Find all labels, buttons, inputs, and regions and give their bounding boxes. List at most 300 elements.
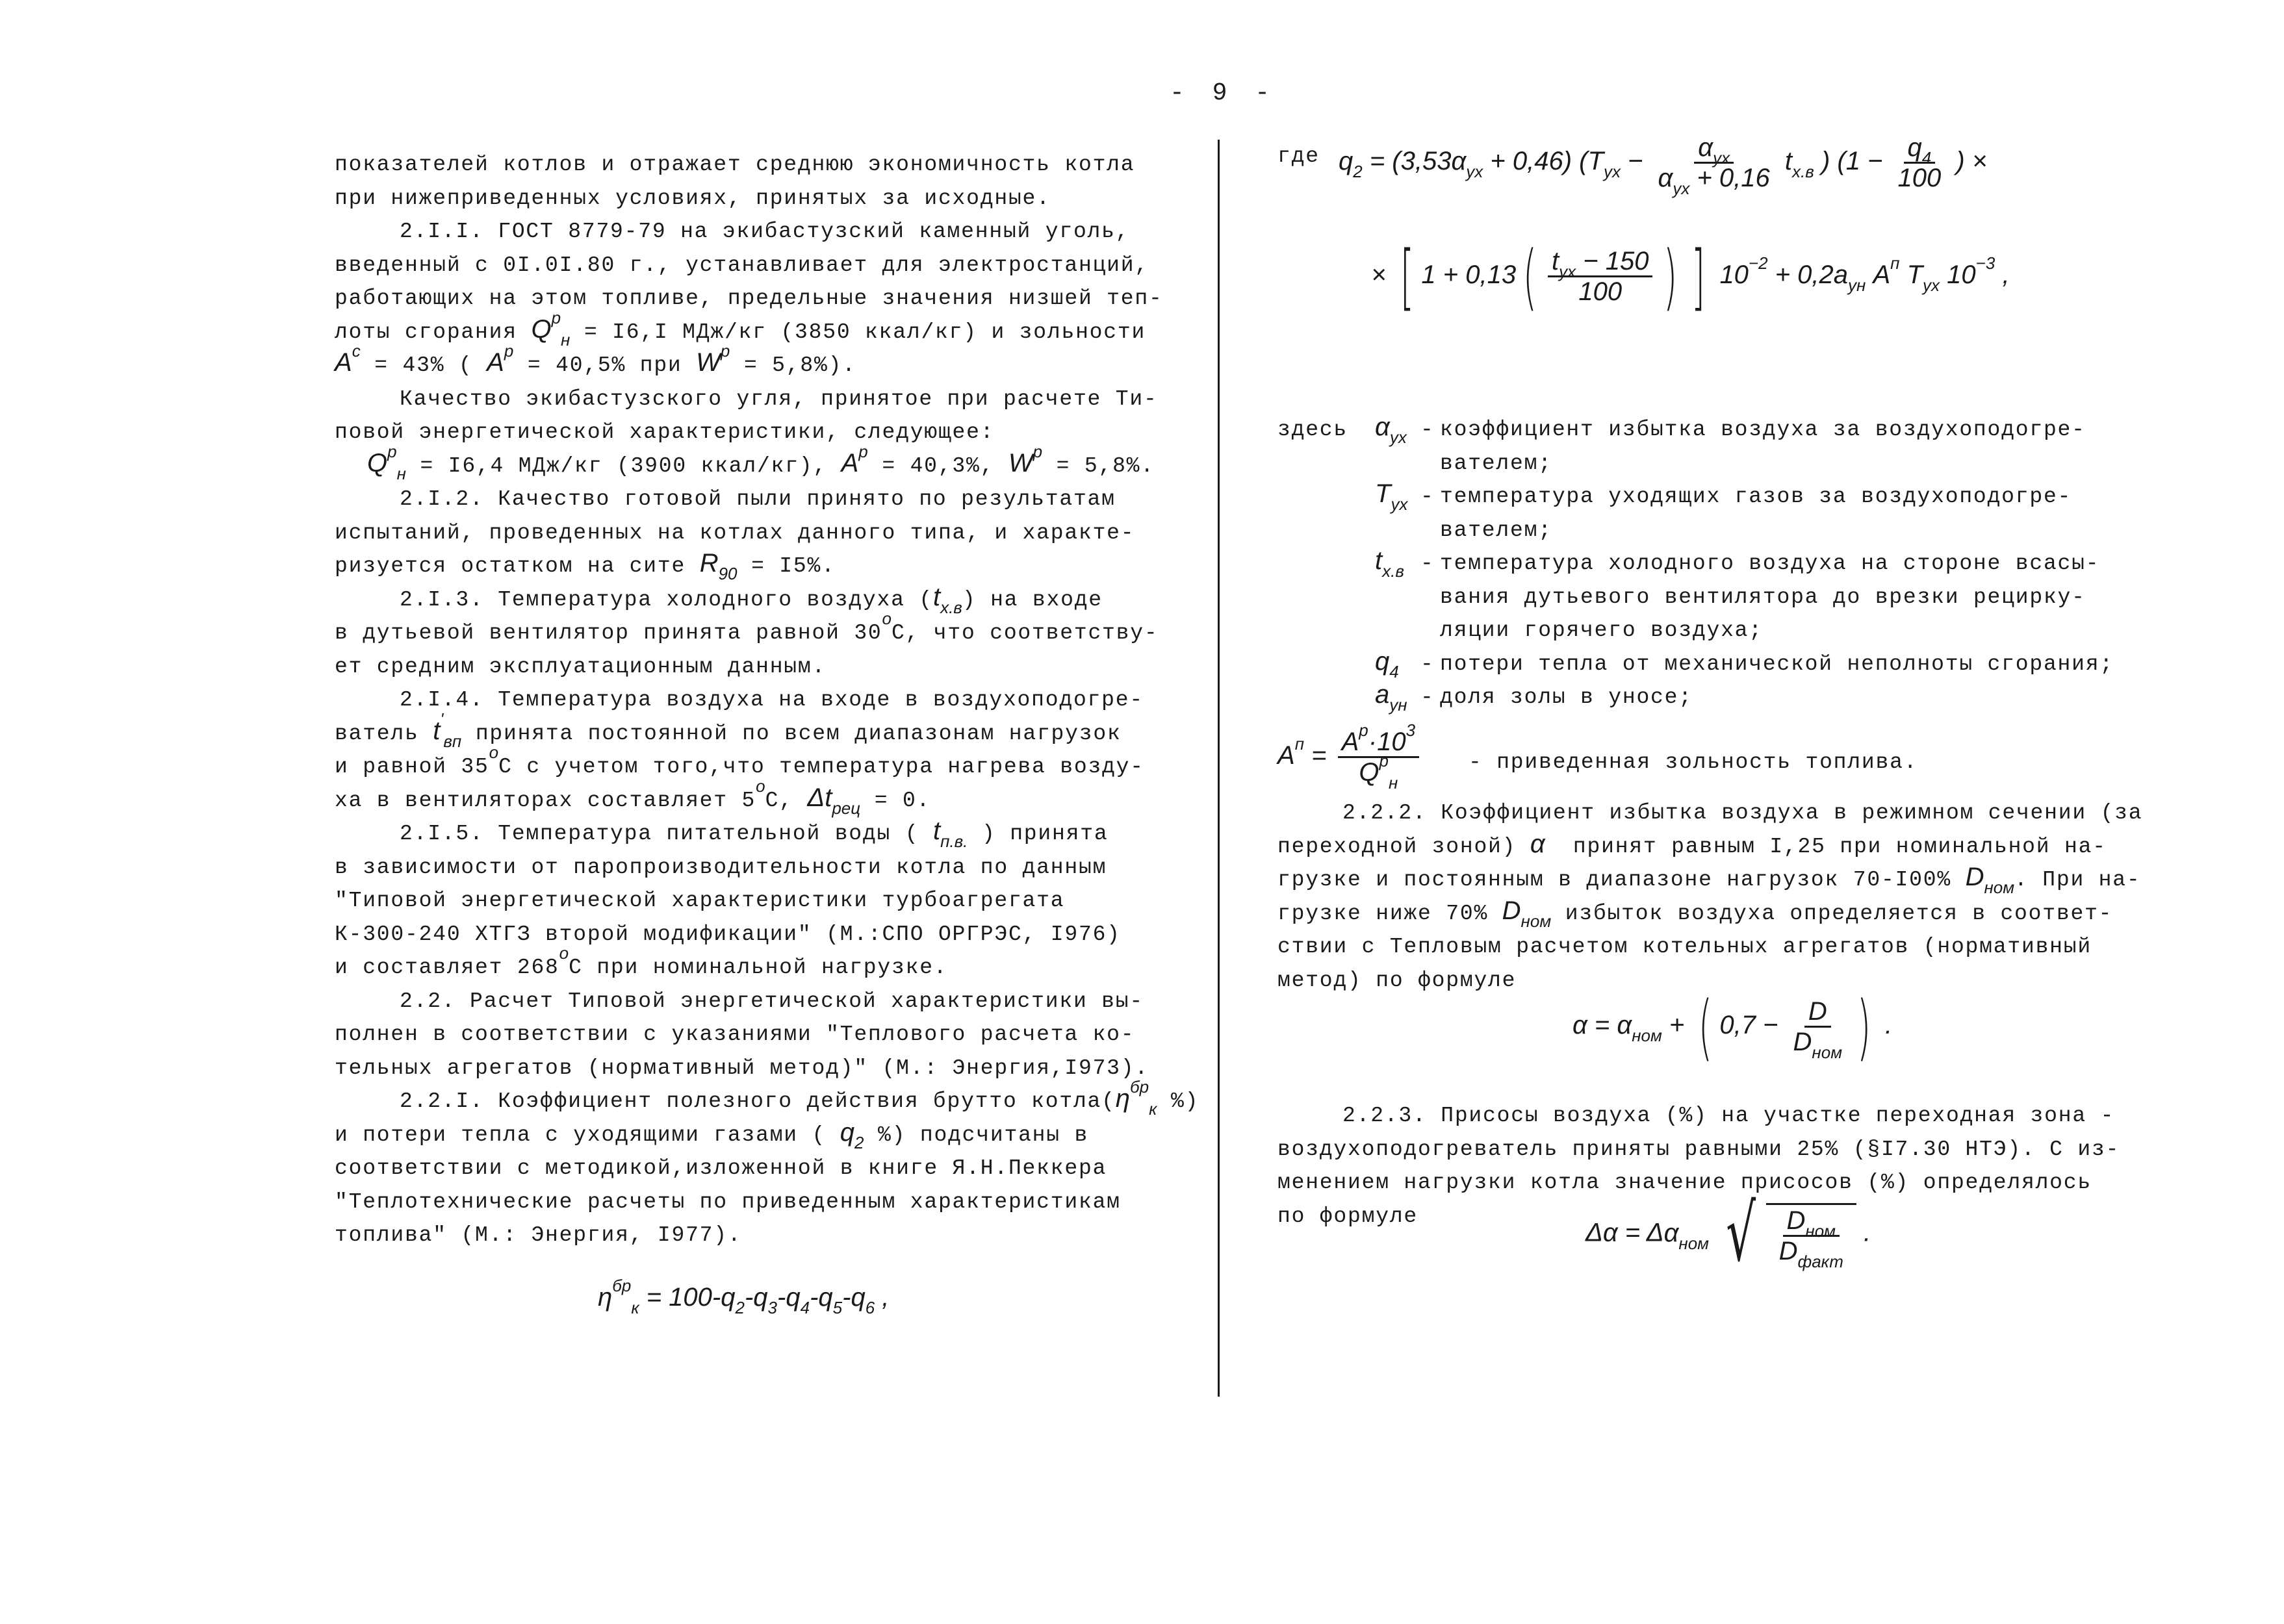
subscript: ух <box>1389 427 1407 447</box>
symbol-base: D <box>1778 1237 1798 1265</box>
fraction <box>1654 133 1774 198</box>
subscript: 2 <box>854 1132 864 1152</box>
symbol-base: T <box>1587 147 1604 176</box>
fraction <box>1548 247 1652 306</box>
definition-dash <box>1420 614 1440 648</box>
symbol-base: α <box>1698 133 1713 162</box>
math-symbol <box>851 1283 875 1317</box>
here-label <box>1277 514 1375 548</box>
text-run: К-300-240 ХТГЗ второй модификации" (М.:СПО ОРГРЭС, I976) <box>335 922 1121 946</box>
symbol-base: W <box>696 348 721 377</box>
subscript: 3 <box>767 1298 778 1317</box>
math-symbol <box>1359 751 1398 793</box>
subscript: ух <box>1391 494 1408 514</box>
denominator <box>1775 1237 1847 1271</box>
symbol-base: q <box>818 1283 833 1312</box>
text-run: = (3,53 <box>1362 147 1452 176</box>
numerator <box>1904 133 1936 168</box>
text-run: - <box>777 1283 786 1312</box>
text-run <box>1778 147 1785 175</box>
text-line <box>1277 964 2148 998</box>
symbol-base: A <box>1873 260 1891 290</box>
bracket: ) <box>1856 985 1871 1069</box>
definition-symbol <box>1375 681 1420 715</box>
superscript: р <box>504 341 514 361</box>
symbol-base: α <box>1451 147 1467 176</box>
math-symbol <box>699 549 738 583</box>
subscript: ух <box>1673 179 1690 198</box>
text-run: "Теплотехнические расчеты по приведенным характеристикам <box>335 1189 1121 1214</box>
math-symbol <box>1906 260 1940 296</box>
math-symbol <box>882 609 892 643</box>
math-symbol <box>489 742 499 777</box>
math-symbol <box>1719 253 1768 290</box>
math-symbol <box>1698 133 1730 168</box>
definition-dash: - <box>1420 685 1435 709</box>
text-run: 0,7 − <box>1719 1011 1786 1040</box>
text-line <box>335 1186 1199 1219</box>
text-run: = 40,5% при <box>513 353 697 377</box>
superscript: р <box>387 441 397 461</box>
symbol-base: T <box>1906 260 1923 290</box>
math-symbol <box>1375 546 1404 581</box>
text-run: 2.I.3. Температура холодного воздуха ( <box>400 587 933 612</box>
text-run: топлива" (М.: Энергия, I977). <box>335 1223 742 1247</box>
text-line <box>1277 930 2148 964</box>
text-run: ха в вентиляторах составляет 5 <box>335 788 756 813</box>
text-run: − <box>1620 147 1650 176</box>
math-symbol <box>756 776 765 811</box>
subscript: факт <box>1797 1252 1843 1271</box>
definition-symbol <box>1375 648 1420 681</box>
text-line <box>335 817 1199 851</box>
text-line <box>335 1018 1199 1052</box>
denominator <box>1574 277 1626 306</box>
superscript: р <box>720 341 730 361</box>
text-line <box>1277 1099 2148 1133</box>
text-run: = 0. <box>860 788 931 813</box>
text-run: ватель <box>335 721 433 746</box>
text-line <box>335 383 1199 416</box>
symbol-base: A <box>841 448 859 477</box>
math-symbol <box>1572 1012 1587 1038</box>
subscript: ном <box>1678 1233 1709 1253</box>
symbol-base: α <box>1530 829 1545 858</box>
definition-symbol <box>1375 480 1420 514</box>
text-run: переходной зоной) <box>1277 834 1530 859</box>
denominator <box>1790 1028 1846 1062</box>
definition-text: ляции горячего воздуха; <box>1440 618 1763 642</box>
bracket: [ <box>1400 235 1415 318</box>
denominator <box>1654 164 1774 198</box>
symbol-base: α <box>1663 1218 1679 1247</box>
definition-text: коэффициент избытка воздуха за воздухоподогре- <box>1440 418 2086 442</box>
text-line <box>335 1219 1199 1252</box>
text-line <box>1277 897 2148 931</box>
subscript: ух <box>1713 148 1730 168</box>
here-label <box>1277 547 1375 581</box>
text-run: С, что соответству- <box>892 621 1159 645</box>
text-line <box>335 943 1199 985</box>
text-run: соответствии с методикой,изложенной в книге Я.Н.Пеккера <box>335 1156 1107 1180</box>
where-label: где <box>1277 144 1320 168</box>
superscript: р <box>1379 751 1389 770</box>
definition-dash <box>1420 581 1440 615</box>
symbol-base: 10 <box>1377 728 1406 756</box>
text-run: = I6,I МДж/кг (3850 ккал/кг) и зольности <box>570 320 1146 344</box>
text-run: работающих на этом топливе, предельные значения низшей теп- <box>335 286 1163 311</box>
text-run: и потери тепла с уходящими газами ( <box>335 1123 840 1147</box>
text-run: - <box>842 1283 851 1312</box>
text-run: , <box>875 1283 890 1312</box>
text-line <box>335 683 1199 717</box>
text-run: + <box>1662 1011 1692 1040</box>
radical-sign-icon: √ <box>1726 1189 1756 1279</box>
bracket: ( <box>1699 985 1713 1069</box>
formula-efficiency <box>598 1276 890 1317</box>
text-run: D <box>1808 997 1827 1026</box>
superscript: р <box>1033 441 1043 461</box>
radicand <box>1766 1203 1856 1271</box>
math-symbol <box>1587 147 1621 182</box>
text-line <box>335 215 1199 249</box>
definitions-list <box>1277 413 2155 715</box>
text-line <box>335 550 1199 583</box>
text-line <box>335 884 1199 918</box>
math-symbol <box>1375 479 1408 514</box>
text-line <box>335 182 1199 216</box>
math-symbol <box>367 441 406 483</box>
subscript: 5 <box>832 1298 843 1317</box>
text-line <box>335 709 1199 751</box>
text-line <box>335 483 1199 516</box>
symbol-base: α <box>1658 164 1673 192</box>
symbol-base: D <box>1786 1206 1806 1235</box>
math-symbol <box>932 817 968 851</box>
subscript: ном <box>1812 1043 1843 1062</box>
page-number: - 9 - <box>1170 79 1277 107</box>
subscript: п.в. <box>940 831 968 851</box>
definition-symbol <box>1375 614 1420 648</box>
definition-text: вания дутьевого вентилятора до врезки рецирку- <box>1440 585 2086 609</box>
symbol-base: t <box>1375 546 1383 575</box>
subscript: 90 <box>718 564 738 583</box>
bracket: ( <box>1522 235 1537 318</box>
math-symbol <box>1375 646 1399 681</box>
text-line <box>335 148 1199 182</box>
denominator <box>1355 751 1402 793</box>
text-run: ет средним эксплуатационным данным. <box>335 654 827 679</box>
definition-dash <box>1420 514 1440 548</box>
definition-dash: - <box>1420 418 1435 442</box>
superscript: бр <box>612 1276 632 1295</box>
superscript: −3 <box>1975 253 1995 273</box>
text-run: 2.I.5. Температура питательной воды ( <box>400 822 933 846</box>
subscript: х.в <box>1382 561 1404 581</box>
text-run: метод) по формуле <box>1277 968 1517 993</box>
symbol-base: q <box>1375 646 1390 676</box>
superscript: о <box>882 609 892 628</box>
text-line <box>335 650 1199 684</box>
symbol-base: q <box>753 1283 768 1312</box>
subscript: 4 <box>1921 148 1932 168</box>
text-run: при нижеприведенных условиях, принятых за исходные. <box>335 186 1051 210</box>
text-run: ) (1 − <box>1814 147 1890 176</box>
subscript: ном <box>1632 1026 1662 1046</box>
here-label <box>1277 480 1375 514</box>
superscript: р <box>858 441 868 461</box>
symbol-base: W <box>1008 448 1033 477</box>
text-line <box>335 609 1199 650</box>
math-symbol <box>433 709 462 751</box>
definition-symbol <box>1375 413 1420 447</box>
symbol-base: α <box>1617 1011 1632 1040</box>
text-run: %) подсчитаны в <box>864 1123 1089 1147</box>
text-run: ризуется остатком на сите <box>335 554 700 578</box>
text-run: принята постоянной по всем диапазонам нагрузок <box>461 721 1122 746</box>
superscript: ' <box>440 709 444 729</box>
subscript: ном <box>1521 911 1552 931</box>
fraction <box>1775 1206 1847 1271</box>
formula-excess-air <box>1572 985 1893 1069</box>
text-run: и составляет 268 <box>335 956 559 980</box>
math-symbol <box>721 1283 745 1317</box>
subscript: ун <box>1848 275 1866 296</box>
text-line <box>1277 1166 2148 1200</box>
math-symbol <box>1375 680 1407 715</box>
formula-q2-line1 <box>1339 133 1988 198</box>
subscript: ух <box>1603 162 1621 182</box>
math-symbol <box>1965 863 2015 897</box>
text-run: = 40,3%, <box>867 453 1008 478</box>
text-line <box>335 1119 1199 1152</box>
symbol-base: α <box>1572 1011 1587 1040</box>
subscript: н <box>396 463 406 483</box>
text-run: 2.2.3. Присосы воздуха (%) на участке переходная зона - <box>1342 1104 2115 1128</box>
text-run: ) принята <box>968 822 1109 846</box>
symbol-base: q <box>1907 133 1922 162</box>
formula-air-leakage <box>1585 1189 1871 1279</box>
math-symbol <box>531 307 571 349</box>
math-symbol <box>559 943 569 978</box>
subscript: н <box>1388 773 1398 793</box>
text-run: · <box>1368 728 1378 756</box>
definition-symbol <box>1375 447 1420 481</box>
fraction <box>1338 720 1419 793</box>
superscript: о <box>559 943 569 963</box>
math-symbol <box>1451 147 1483 182</box>
subscript: 4 <box>800 1298 810 1317</box>
text-run: . При на- <box>2014 868 2141 892</box>
text-line <box>335 282 1199 316</box>
text-run: 100 <box>1578 277 1623 306</box>
text-line <box>335 985 1199 1019</box>
symbol-base: A <box>487 348 504 377</box>
text-run: грузке и постоянным в диапазоне нагрузок 70-I00% <box>1277 868 1966 892</box>
text-run: 2.2. Расчет Типовой энергетической характеристики вы- <box>400 989 1144 1013</box>
math-symbol <box>1663 1218 1709 1253</box>
symbol-base: D <box>1965 863 1984 891</box>
math-symbol <box>841 441 868 477</box>
numerator <box>1804 997 1831 1028</box>
math-symbol <box>598 1276 639 1317</box>
here-label <box>1277 681 1375 715</box>
text-run: . <box>1877 1011 1893 1040</box>
subscript: к <box>1149 1099 1157 1119</box>
text-line <box>1277 1133 2148 1167</box>
text-line <box>335 1152 1199 1186</box>
subscript: вп <box>443 731 462 751</box>
symbol-base: t <box>1552 247 1559 275</box>
symbol-base: Q <box>1359 758 1379 787</box>
text-run: . <box>1856 1218 1871 1247</box>
math-symbol <box>932 582 962 617</box>
definition-text: вателем; <box>1440 518 1552 542</box>
text-run: по формуле <box>1277 1204 1418 1228</box>
here-label <box>1277 648 1375 681</box>
symbol-base: a <box>1375 680 1390 709</box>
symbol-base: t <box>433 716 441 745</box>
math-symbol <box>753 1283 778 1317</box>
math-symbol <box>1833 260 1866 296</box>
symbol-base: t <box>1784 147 1793 176</box>
text-run: 2.I.2. Качество готовой пыли принято по результатам <box>400 487 1116 511</box>
text-run: воздухоподогреватель приняты равными 25% (§I7.30 НТЭ). С из- <box>1277 1137 2120 1161</box>
symbol-base: Δt <box>807 783 832 812</box>
superscript: п <box>1294 734 1304 754</box>
math-symbol <box>1793 1028 1843 1062</box>
bracket: ] <box>1691 235 1706 318</box>
text-run: - <box>810 1283 819 1312</box>
column-divider <box>1218 140 1220 1397</box>
text-line <box>1277 796 2148 830</box>
math-symbol <box>786 1283 810 1317</box>
math-symbol <box>1873 253 1900 290</box>
superscript: бр <box>1129 1077 1149 1097</box>
math-symbol <box>696 341 730 377</box>
superscript: о <box>756 776 765 796</box>
text-run: в зависимости от паропроизводительности котла по данным <box>335 855 1107 880</box>
text-run: ) на входе <box>962 587 1103 612</box>
here-label <box>1277 581 1375 615</box>
math-symbol <box>1375 412 1407 447</box>
text-run: = I5%. <box>737 554 836 578</box>
symbol-base: t <box>932 817 941 845</box>
text-line <box>1277 863 2148 897</box>
subscript: 6 <box>865 1298 875 1317</box>
text-run: введенный с 0I.0I.80 г., устанавливает для электростанций, <box>335 253 1149 277</box>
definition-symbol <box>1375 547 1420 581</box>
subscript: ух <box>1559 262 1576 281</box>
text-run: Качество экибастузского угля, принятое при расчете Ти- <box>400 387 1158 411</box>
paragraph-2-2-2 <box>1277 796 2148 997</box>
text-line <box>335 583 1199 617</box>
symbol-base: η <box>1115 1084 1130 1113</box>
superscript: с <box>352 341 361 361</box>
reduced-ash-description: - приведенная зольность топлива. <box>1469 750 1918 774</box>
here-label <box>1277 614 1375 648</box>
text-run: 100 <box>1897 164 1942 192</box>
fraction <box>1894 133 1945 192</box>
text-run: , <box>1995 260 2010 290</box>
text-run: полнен в соответствии с указаниями "Теплового расчета ко- <box>335 1022 1135 1047</box>
symbol-base: 10 <box>1947 260 1976 290</box>
math-symbol <box>1277 734 1304 770</box>
definition-text: вателем; <box>1440 451 1552 476</box>
formula-q2-line2 <box>1371 235 2010 318</box>
text-line <box>335 416 1199 450</box>
math-symbol <box>840 1117 864 1152</box>
definition-text: температура уходящих газов за воздухоподогре- <box>1440 485 2072 509</box>
subscript: ном <box>1984 878 2015 897</box>
text-line <box>335 851 1199 885</box>
text-run: = 43% ( <box>360 353 487 377</box>
bracket: ) <box>1663 235 1678 318</box>
definition-text: потери тепла от механической неполноты сгорания; <box>1440 652 2114 676</box>
text-run: и равной 35 <box>335 755 489 779</box>
text-run: тельных агрегатов (нормативный метод)" (М.: Энергия,I973). <box>335 1056 1149 1080</box>
text-run: Δα = Δ <box>1585 1218 1664 1247</box>
text-run: + 0,2 <box>1767 260 1834 290</box>
subscript: рец <box>832 798 861 818</box>
superscript: п <box>1890 253 1900 273</box>
text-run: × <box>1371 260 1394 290</box>
text-run: С с учетом того,что температура нагрева возду- <box>498 755 1144 779</box>
text-run: %) <box>1157 1089 1200 1113</box>
text-line <box>335 249 1199 283</box>
text-line <box>335 1052 1199 1085</box>
symbol-base: A <box>335 348 352 377</box>
subscript: 2 <box>1353 162 1363 182</box>
math-symbol <box>1502 896 1552 931</box>
math-symbol <box>1617 1011 1662 1046</box>
definition-dash: - <box>1420 652 1435 676</box>
numerator <box>1694 133 1734 168</box>
symbol-base: D <box>1793 1028 1812 1056</box>
symbol-base: D <box>1502 896 1521 925</box>
text-line <box>335 742 1199 784</box>
text-run <box>1866 260 1873 289</box>
text-run: 1 + 0,13 <box>1421 260 1517 290</box>
text-run: − 150 <box>1576 247 1649 275</box>
fraction <box>1790 997 1846 1062</box>
text-run <box>1899 260 1906 289</box>
subscript: ух <box>1466 162 1483 182</box>
superscript: р <box>551 307 561 327</box>
symbol-base: η <box>598 1283 613 1312</box>
text-run: С при номинальной нагрузке. <box>569 956 948 980</box>
text-line <box>335 307 1199 349</box>
text-run: принят равным I,25 при номинальной на- <box>1545 834 2107 859</box>
math-symbol <box>1530 831 1545 857</box>
math-symbol <box>1008 441 1043 477</box>
math-symbol <box>1339 147 1363 182</box>
math-symbol <box>1552 247 1576 281</box>
definition-symbol <box>1375 514 1420 548</box>
math-symbol <box>1947 253 1995 290</box>
subscript: 4 <box>1389 661 1399 681</box>
symbol-base: R <box>699 549 719 577</box>
math-symbol <box>1907 133 1932 168</box>
subscript: н <box>561 329 571 349</box>
text-run: = 5,8%. <box>1042 453 1155 478</box>
superscript: −2 <box>1748 253 1768 273</box>
left-column <box>335 148 1199 1252</box>
text-run: повой энергетической характеристики, следующее: <box>335 420 995 444</box>
superscript: о <box>489 742 499 762</box>
symbol-base: q <box>851 1283 866 1312</box>
symbol-base: Q <box>367 448 388 477</box>
